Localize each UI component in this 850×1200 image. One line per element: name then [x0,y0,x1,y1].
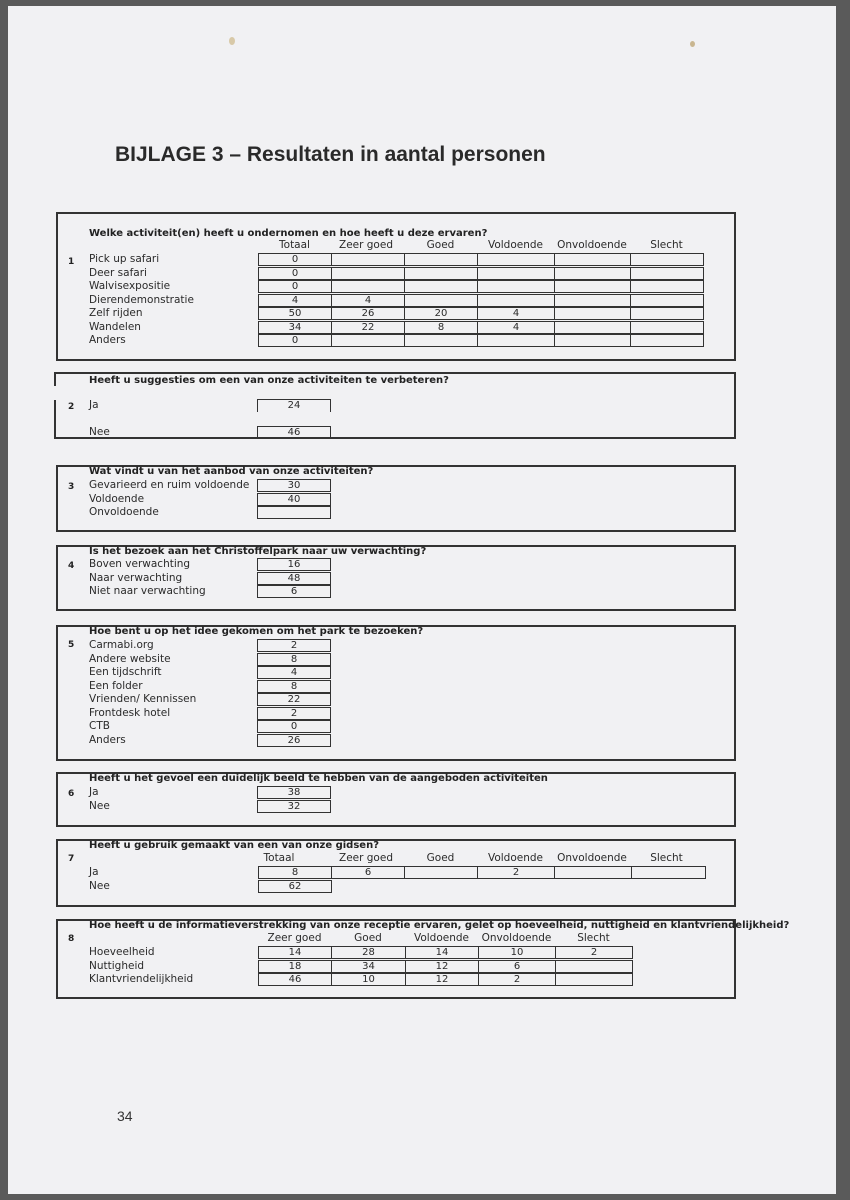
table-cell: 2 [257,707,331,720]
question-number: 5 [68,640,75,650]
table-cell [331,334,405,347]
row-label: Niet naar verwachting [89,585,206,597]
row-label: Frontdesk hotel [89,706,171,719]
table-cell [404,866,478,879]
row-label: Hoeveelheid [89,946,155,958]
row-label: Ja [89,786,99,798]
table-cell [630,267,704,280]
table-cell: 4 [477,307,555,320]
row-label: Een folder [89,679,143,692]
question-8: Hoe heeft u de informatieverstrekking van onze receptie ervaren, gelet op hoeveelheid, nuttigheid en klantvriendelijkheid? [89,920,790,931]
table-cell: 32 [257,800,331,813]
table-cell: 20 [404,307,478,320]
row-label: Boven verwachting [89,558,191,570]
table-cell: 12 [405,973,479,986]
row-label: Andere website [89,652,171,665]
table-cell: 4 [477,321,555,334]
row-label: Carmabi.org [89,639,154,651]
table-cell: 26 [257,734,331,747]
table-cell: 2 [555,946,633,959]
table-cell: 22 [257,693,331,706]
column-header: Totaal [263,852,295,864]
row-label: Wandelen [89,320,141,333]
table-cell [404,253,478,266]
table-cell: 28 [331,946,406,959]
paper-speck [229,37,235,45]
row-label: Nuttigheid [89,959,145,972]
table-cell: 2 [478,973,556,986]
table-cell: 24 [257,399,331,412]
question-7: Heeft u gebruik gemaakt van een van onze gidsen? [89,840,379,851]
table-cell [477,267,555,280]
row-label: Deer safari [89,266,147,279]
table-cell: 4 [331,294,405,307]
table-cell [554,321,631,334]
question-number: 7 [68,854,75,864]
table-cell [555,960,633,973]
section-2-tick [54,400,56,439]
row-label: Klantvriendelijkheid [89,973,194,985]
column-header: Voldoende [413,932,470,944]
table-cell: 10 [331,973,406,986]
question-number: 1 [68,257,75,267]
table-cell: 2 [477,866,555,879]
table-cell [555,973,633,986]
table-cell: 48 [257,572,331,585]
row-label: Nee [89,879,110,892]
column-header: Zeer goed [267,932,322,944]
table-cell [554,294,631,307]
question-3: Wat vindt u van het aanbod van onze activiteiten? [89,466,374,477]
table-cell: 8 [258,866,332,879]
page-number: 34 [117,1108,133,1124]
table-cell [331,267,405,280]
table-cell: 18 [258,960,332,973]
table-cell [257,506,331,519]
column-header: Onvoldoende [481,932,552,944]
row-label: Ja [89,866,99,878]
table-cell [554,267,631,280]
column-header: Onvoldoende [557,239,627,251]
table-cell [630,280,704,293]
row-label: Pick up safari [89,253,160,265]
row-label: Zelf rijden [89,307,143,319]
table-cell: 34 [258,321,332,334]
table-cell [554,307,631,320]
column-header: Totaal [279,239,310,251]
table-cell [630,307,704,320]
table-cell [477,294,555,307]
row-label: Voldoende [89,492,145,505]
table-cell [404,334,478,347]
table-cell: 0 [258,267,332,280]
table-cell: 46 [257,426,331,439]
table-cell: 8 [257,680,331,693]
paper-speck [690,41,695,47]
table-cell: 0 [258,280,332,293]
column-header: Zeer goed [339,852,393,864]
table-cell: 26 [331,307,405,320]
table-cell: 8 [404,321,478,334]
table-cell [630,321,704,334]
row-label: Anders [89,733,126,746]
table-cell: 16 [257,558,331,571]
row-label: Nee [89,426,110,438]
table-cell: 12 [405,960,479,973]
table-cell: 38 [257,786,331,799]
row-label: Vrienden/ Kennissen [89,693,197,705]
table-cell [630,253,704,266]
question-number: 6 [68,789,75,799]
row-label: Nee [89,799,110,812]
table-cell: 62 [258,880,332,893]
row-label: Naar verwachting [89,571,183,584]
table-cell [630,334,704,347]
row-label: CTB [89,720,110,732]
column-header: Voldoende [487,852,544,864]
table-cell [477,334,555,347]
question-number: 4 [68,561,75,571]
column-header: Goed [426,852,455,864]
row-label: Onvoldoende [89,506,159,518]
row-label: Gevarieerd en ruim voldoende [89,479,250,491]
question-number: 3 [68,482,75,492]
table-cell [477,253,555,266]
table-cell: 50 [258,307,332,320]
table-cell [554,280,631,293]
question-number: 8 [68,934,75,944]
table-cell [554,253,631,266]
table-cell [404,294,478,307]
row-label: Ja [89,399,99,411]
section-2-tick [54,372,56,386]
table-cell: 46 [258,973,332,986]
table-cell: 4 [258,294,332,307]
table-cell: 34 [331,960,406,973]
table-cell: 0 [258,253,332,266]
table-cell [477,280,555,293]
table-cell [630,294,704,307]
table-cell [554,334,631,347]
table-cell: 4 [257,666,331,679]
question-5: Hoe bent u op het idee gekomen om het park te bezoeken? [89,626,424,637]
table-cell: 0 [257,720,331,733]
column-header: Slecht [650,239,683,251]
row-label: Walvisexpositie [89,280,171,292]
table-cell: 10 [478,946,556,959]
table-cell [331,253,405,266]
table-cell: 8 [257,653,331,666]
question-number: 2 [68,402,75,412]
question-4: Is het bezoek aan het Christoffelpark naar uw verwachting? [89,546,427,557]
table-cell: 2 [257,639,331,652]
table-cell: 6 [331,866,405,879]
column-header: Slecht [577,932,610,944]
column-header: Slecht [650,852,683,864]
column-header: Voldoende [487,239,544,251]
table-cell: 22 [331,321,405,334]
column-header: Zeer goed [339,239,393,251]
question-6: Heeft u het gevoel een duidelijk beeld te hebben van de aangeboden activiteiten [89,773,548,784]
table-cell: 6 [257,585,331,598]
question-1: Welke activiteit(en) heeft u ondernomen en hoe heeft u deze ervaren? [89,228,488,239]
table-cell [554,866,632,879]
table-cell [631,866,706,879]
table-cell: 0 [258,334,332,347]
table-cell: 6 [478,960,556,973]
page-title: BIJLAGE 3 – Resultaten in aantal personen [115,143,546,166]
table-cell: 30 [257,479,331,492]
table-cell: 14 [258,946,332,959]
column-header: Onvoldoende [557,852,627,864]
column-header: Goed [426,239,455,251]
row-label: Anders [89,334,126,346]
table-cell [404,267,478,280]
table-cell: 40 [257,493,331,506]
table-cell [404,280,478,293]
column-header: Goed [354,932,382,944]
table-cell: 14 [405,946,479,959]
row-label: Dierendemonstratie [89,293,194,306]
table-cell [331,280,405,293]
question-2: Heeft u suggesties om een van onze activiteiten te verbeteren? [89,375,449,386]
row-label: Een tijdschrift [89,666,162,678]
